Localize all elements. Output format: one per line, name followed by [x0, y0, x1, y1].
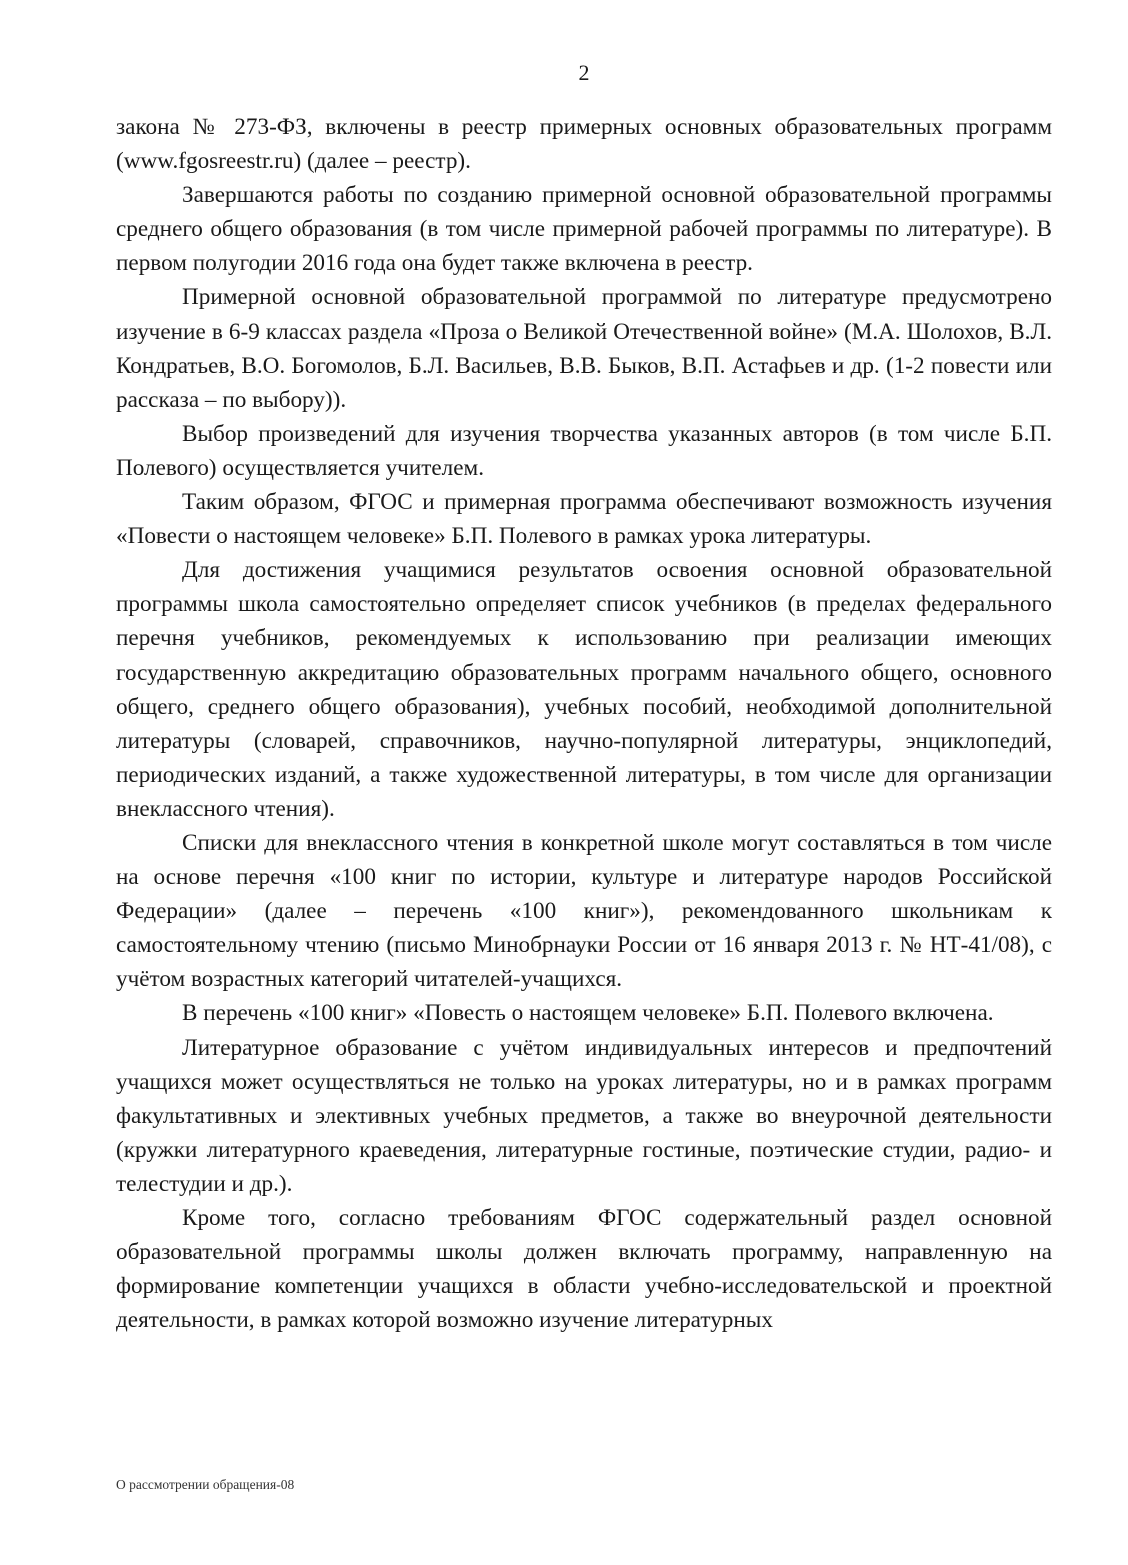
paragraph-6: Для достижения учащимися результатов освоения основной образовательной программы школа самостоятельно определяет список учебников (в пределах федерального перечня учебников, рекомендуемых к использованию при реализации имеющих государственную аккредитацию образовательных программ начального общего, основного общего, среднего общего образования), учебных пособий, необходимой дополнительной литературы (словарей, справочников, научно-популярной литературы, энциклопедий, периодических изданий, а также художественной литературы, в том числе для организации внеклассного чтения).	[116, 557, 1052, 822]
paragraph-3: Примерной основной образовательной программой по литературе предусмотрено изучение в 6-9 классах раздела «Проза о Великой Отечественной войне» (М.А. Шолохов, В.Л. Кондратьев, В.О. Богомолов, Б.Л. Васильев, В.В. Быков, В.П. Астафьев и др. (1-2 повести или рассказа – по выбору)).	[116, 284, 1052, 413]
page-number: 2	[578, 60, 590, 85]
paragraph-8: В перечень «100 книг» «Повесть о настоящем человеке» Б.П. Полевого включена.	[182, 1000, 994, 1027]
paragraph-9: Литературное образование с учётом индивидуальных интересов и предпочтений учащихся может осуществляться не только на уроках литературы, но и в рамках программ факультативных и элективных учебных предметов, а также во внеурочной деятельности (кружки литературного краеведения, литературные гостиные, поэтические студии, радио- и телестудии и др.).	[116, 1034, 1052, 1197]
document-body	[116, 110, 1052, 1337]
paragraph-4: Выбор произведений для изучения творчества указанных авторов (в том числе Б.П. Полевого) осуществляется учителем.	[116, 420, 1052, 481]
paragraph-1: закона № 273-ФЗ, включены в реестр примерных основных образовательных программ (www.fgosreestr.ru) (далее – реестр).	[116, 114, 1052, 175]
paragraph-7: Списки для внеклассного чтения в конкретной школе могут составляться в том числе на основе перечня «100 книг по истории, культуре и литературе народов Российской Федерации» (далее – перечень «100 книг»), рекомендованного школьникам к самостоятельному чтению (письмо Минобрнауки России от 16 января 2013 г. № НТ-41/08), с учётом возрастных категорий читателей-учащихся.	[116, 829, 1052, 993]
footer-note: О рассмотрении обращения-08	[116, 1477, 295, 1492]
paragraph-2: Завершаются работы по созданию примерной основной образовательной программы среднего общего образования (в том числе примерной рабочей программы по литературе). В первом полугодии 2016 года она будет также включена в реестр.	[116, 182, 1052, 277]
paragraph-5: Таким образом, ФГОС и примерная программа обеспечивают возможность изучения «Повести о настоящем человеке» Б.П. Полевого в рамках урока литературы.	[116, 489, 1052, 550]
paragraph-10: Кроме того, согласно требованиям ФГОС содержательный раздел основной образовательной программы школы должен включать программу, направленную на формирование компетенции учащихся в области учебно-исследовательской и проектной деятельности, в рамках которой возможно изучение литературных	[116, 1205, 1052, 1334]
